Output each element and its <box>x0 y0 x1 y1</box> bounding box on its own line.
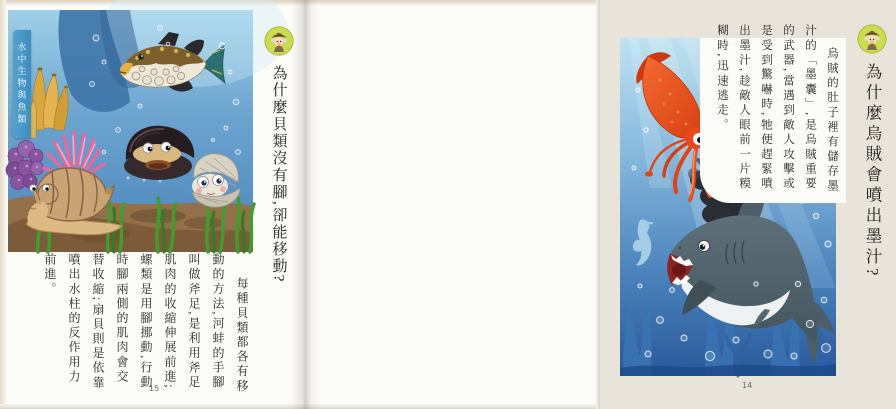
left-illustration <box>8 10 253 252</box>
left-paragraph: 每種貝類都各有移動的方法,河蚌的手腳叫做斧足,是利用斧足肌肉的收縮伸展前進;螺類是用腳挪動,行動時腳兩側的肌肉會交替收縮;扇貝則是依靠噴出水柱的反作用力前進。 <box>43 253 249 394</box>
right-question-block <box>848 24 896 364</box>
left-page <box>0 0 302 409</box>
left-question-text: 為什麼貝類沒有腳,卻能移動? <box>270 65 287 284</box>
chapter-tab <box>13 30 31 138</box>
explorer-kid-icon <box>857 24 887 54</box>
left-question-block <box>256 26 302 356</box>
left-page-number: 15 <box>149 384 160 393</box>
right-paragraph: 烏賊的肚子裡有儲存墨汁的「墨囊」,是烏賊重要的武器,當遇到敵人攻擊或是受到驚嚇時,牠便趕緊噴出墨汁,趁敵人眼前一片糢糊時,迅速逃走。 <box>716 24 838 194</box>
right-page-number: 14 <box>742 381 753 390</box>
underwater-shellfish-scene <box>8 10 253 252</box>
chapter-tab-label: 水中生物與魚類 <box>16 42 27 126</box>
right-page <box>302 0 882 409</box>
explorer-kid-icon <box>264 26 294 56</box>
right-question-text: 為什麼烏賊會噴出墨汁? <box>863 63 882 280</box>
